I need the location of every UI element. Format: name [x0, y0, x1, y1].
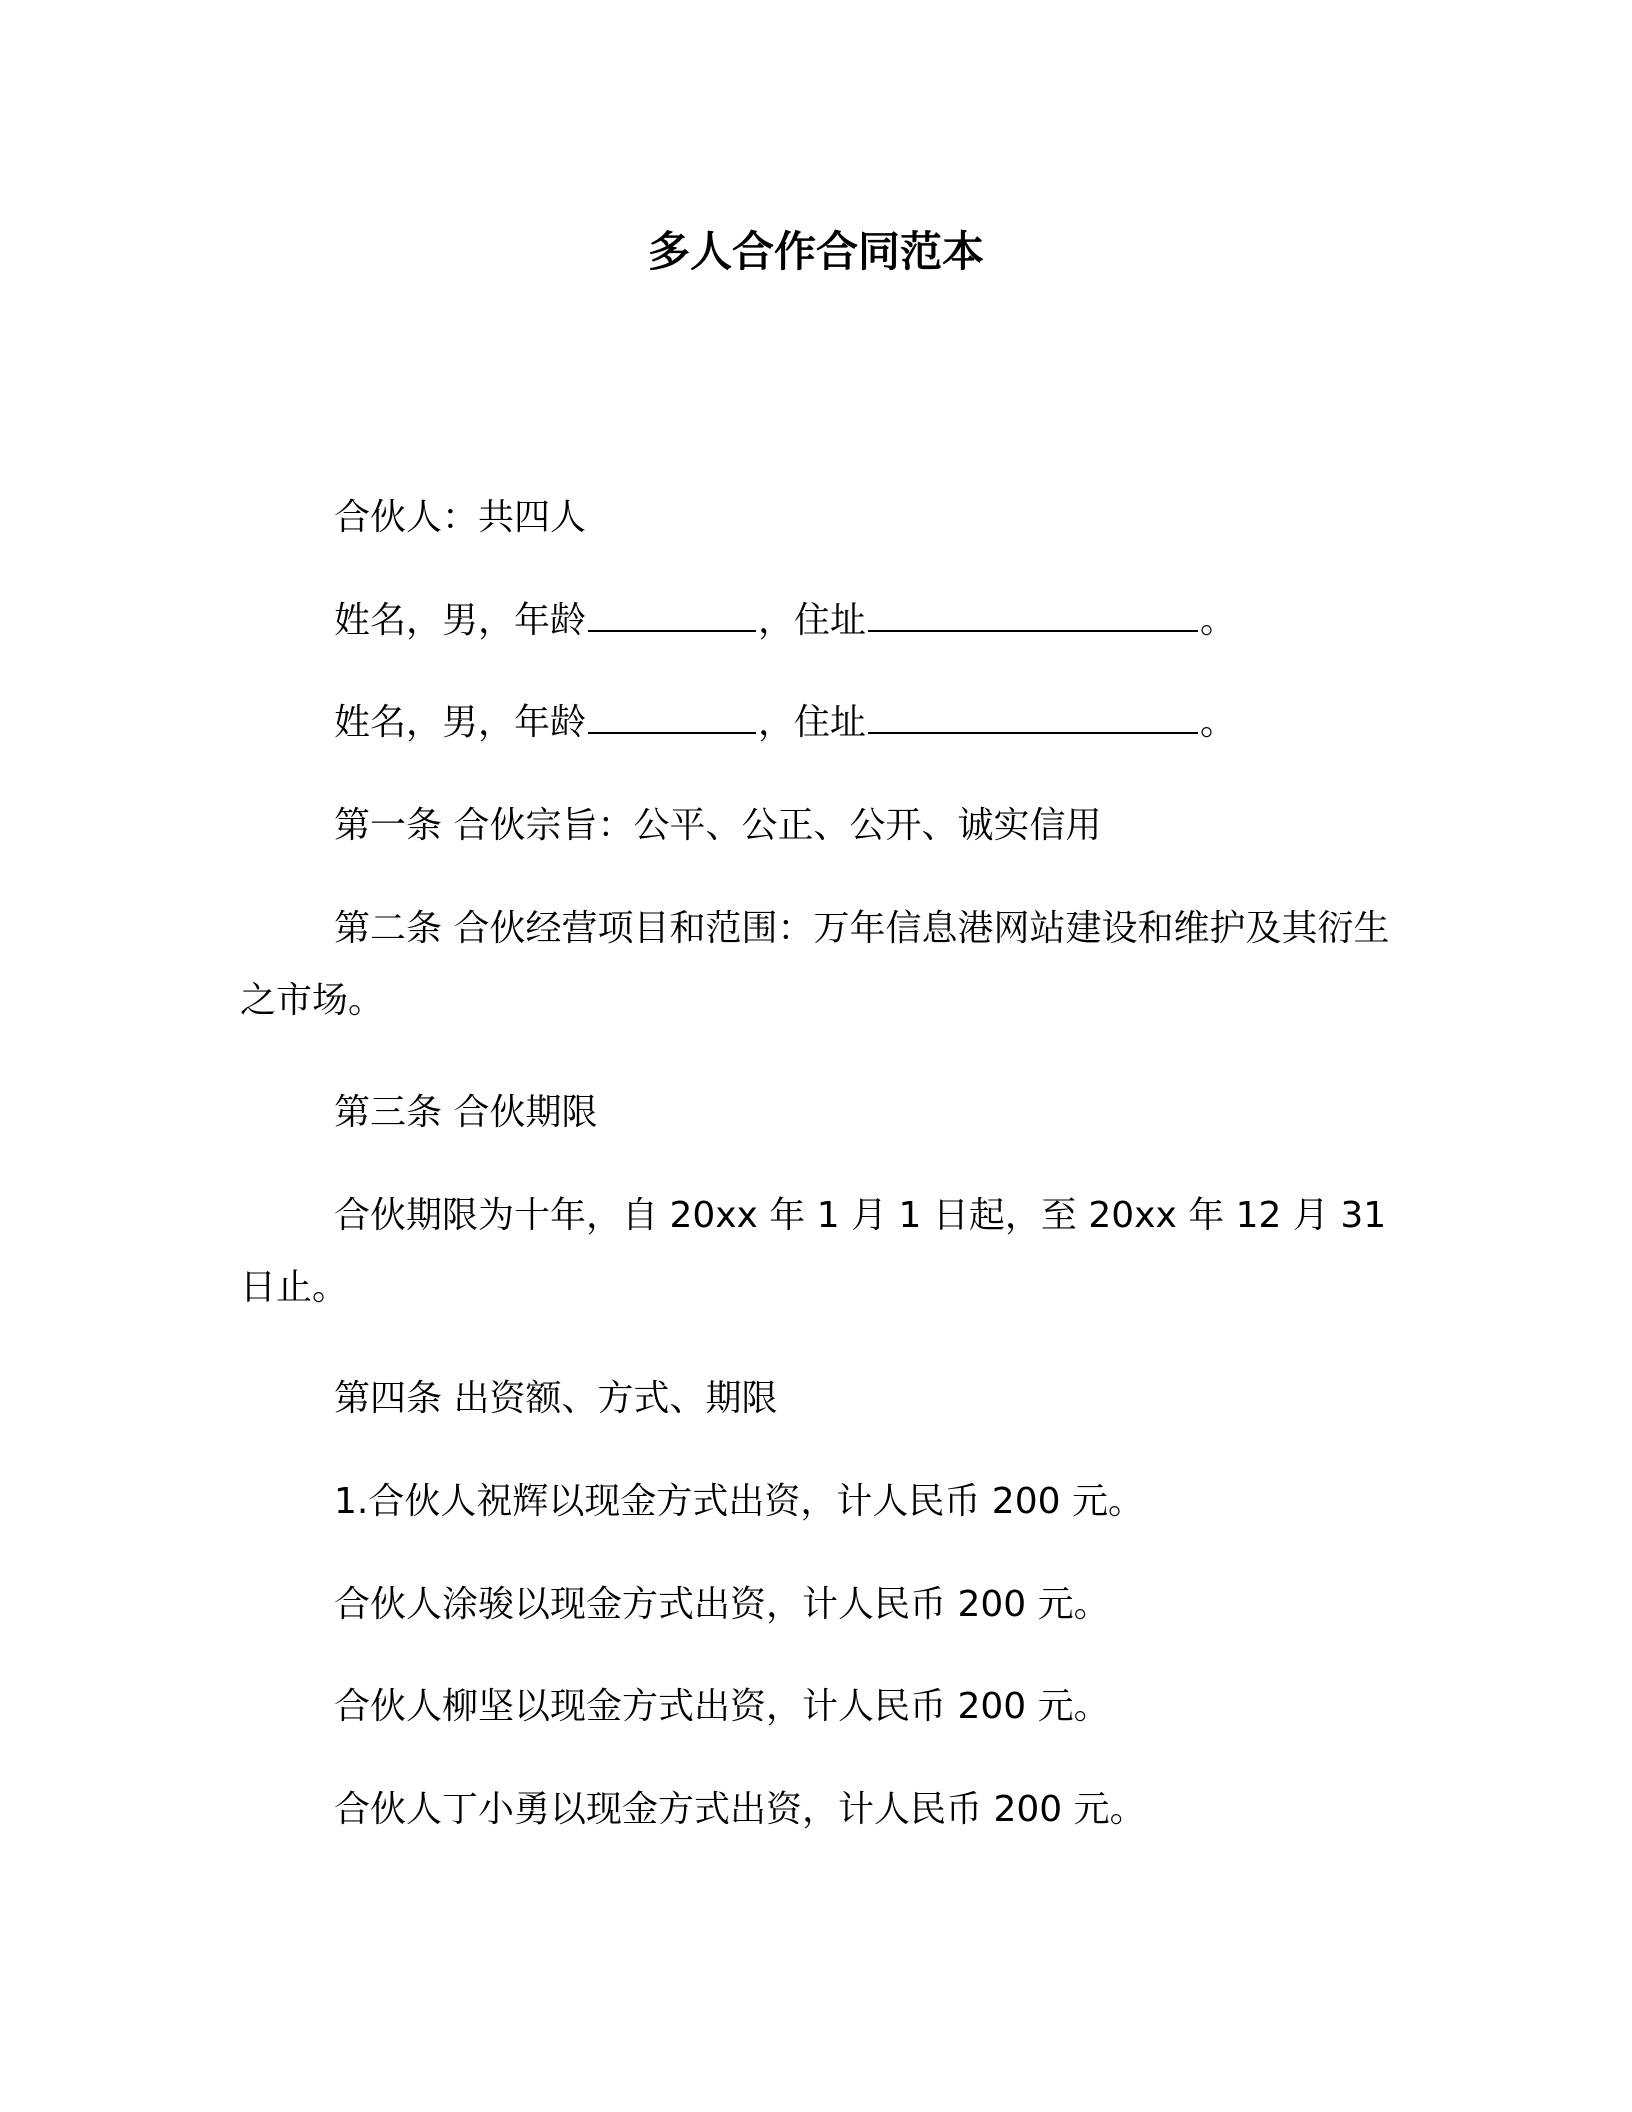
article-1: 第一条 合伙宗旨：公平、公正、公开、诚实信用	[334, 805, 1102, 846]
contribution-2: 合伙人涂骏以现金方式出资，计人民币 200 元。	[334, 1584, 1110, 1625]
partner-1-age-blank	[588, 600, 756, 632]
contribution-1: 1.合伙人祝辉以现金方式出资，计人民币 200 元。	[334, 1481, 1144, 1522]
contribution-3: 合伙人柳坚以现金方式出资，计人民币 200 元。	[334, 1686, 1110, 1727]
document-title: 多人合作合同范本	[647, 227, 984, 276]
partner-1-name-age-label: 姓名，男，年龄	[334, 600, 587, 641]
partner-2-address-label: ，住址	[758, 702, 867, 743]
contribution-4: 合伙人丁小勇以现金方式出资，计人民币 200 元。	[334, 1789, 1146, 1830]
article-2: 第二条 合伙经营项目和范围：万年信息港网站建设和维护及其衍生之市场。	[240, 908, 1390, 1021]
partner-1-address-label: ，住址	[758, 600, 867, 641]
partner-2-age-blank	[588, 702, 756, 734]
partner-2-name-age-label: 姓名，男，年龄	[334, 702, 587, 743]
partner-info-line-1	[240, 585, 1390, 657]
partner-2-address-blank	[868, 702, 1198, 734]
article-3-term: 合伙期限为十年，自 20xx 年 1 月 1 日起，至 20xx 年 12 月 31 日止。	[240, 1195, 1387, 1308]
partner-info-line-2	[240, 687, 1390, 759]
partners-count	[240, 482, 1390, 554]
partner-1-end: 。	[1200, 600, 1237, 641]
article-4-heading: 第四条 出资额、方式、期限	[334, 1378, 778, 1419]
article-3-heading: 第三条 合伙期限	[334, 1092, 598, 1133]
partners-count-text: 合伙人：共四人	[334, 497, 587, 538]
partner-1-address-blank	[868, 600, 1198, 632]
partner-2-end: 。	[1200, 702, 1237, 743]
